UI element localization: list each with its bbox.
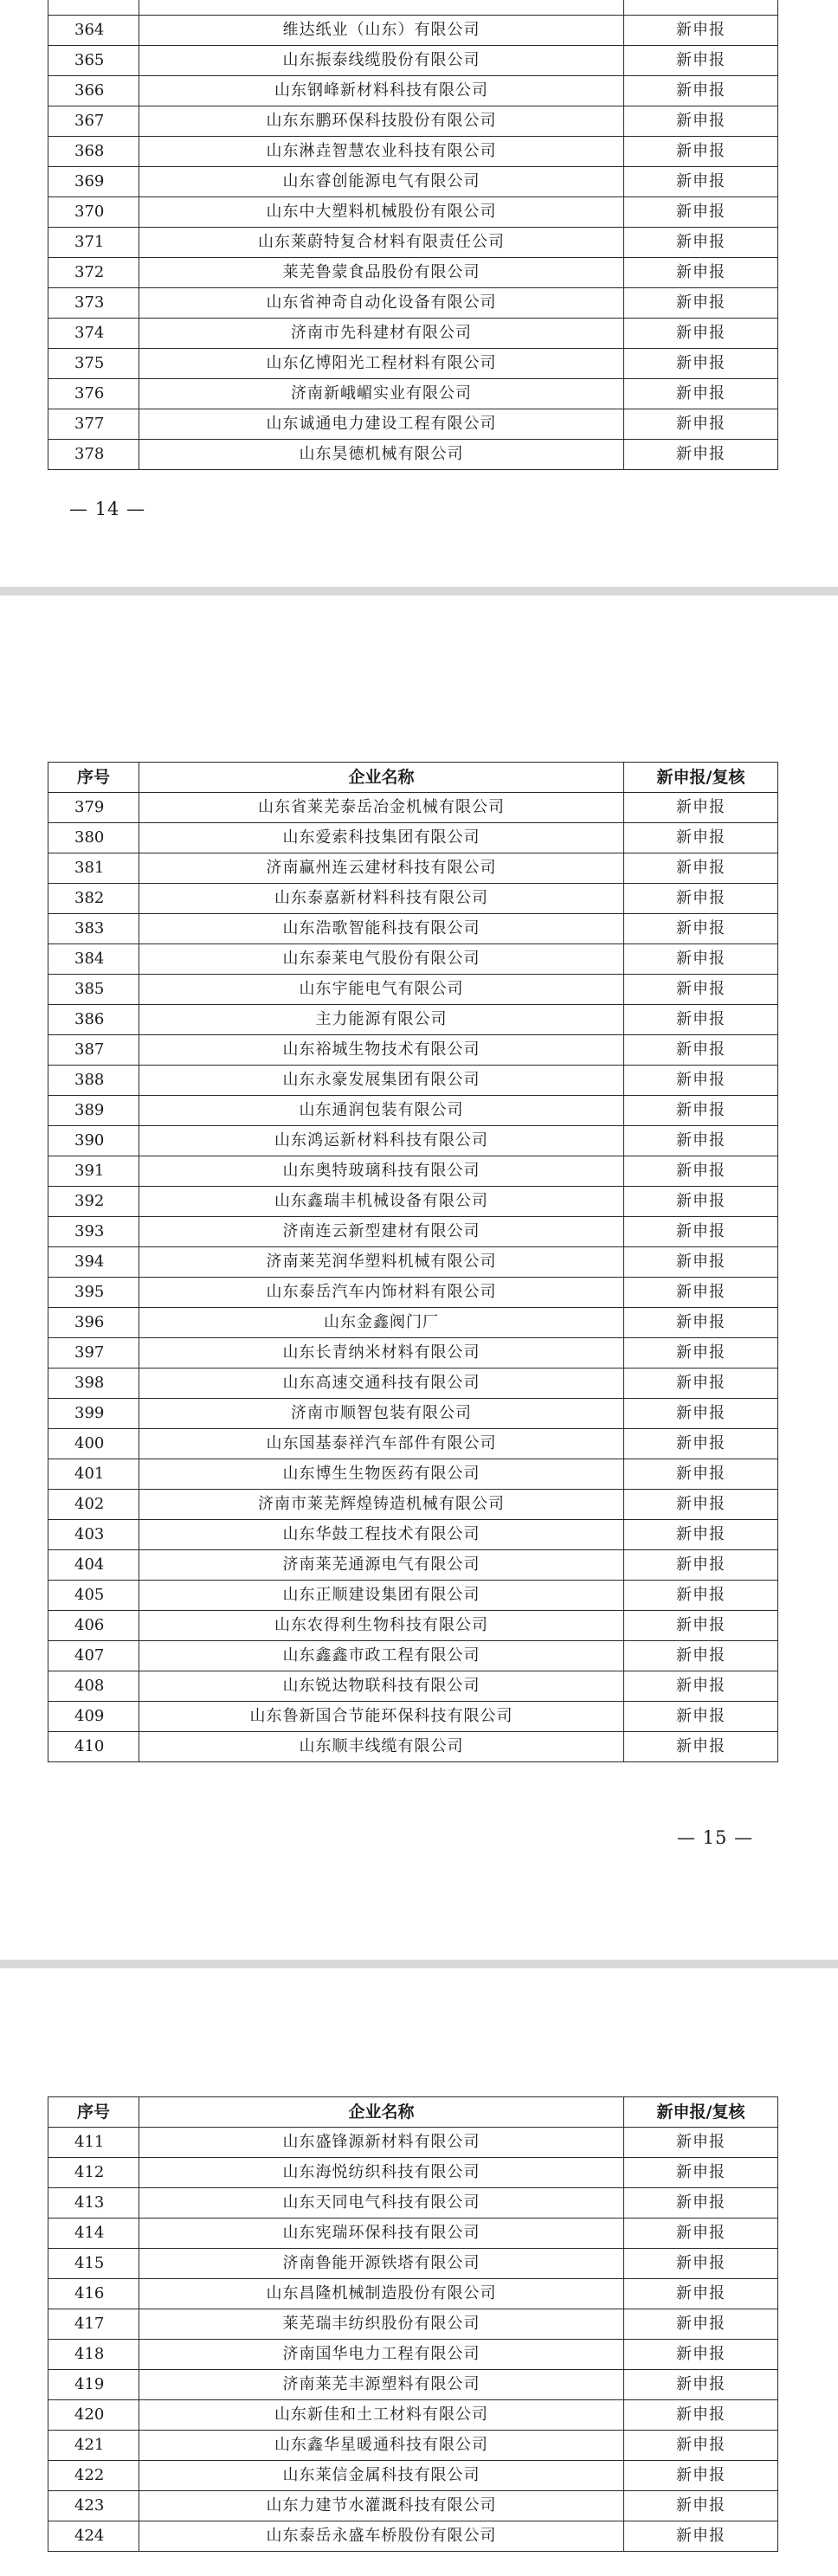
row-number: 384 xyxy=(48,944,139,975)
document-page-14 xyxy=(0,0,838,587)
table-row xyxy=(48,1005,778,1035)
table-row xyxy=(48,2188,778,2219)
table-row-partial xyxy=(48,0,778,16)
company-name: 山东裕城生物技术有限公司 xyxy=(139,1035,624,1066)
row-number: 397 xyxy=(48,1338,139,1368)
enterprise-table-page-15 xyxy=(48,762,778,1762)
row-number: 420 xyxy=(48,2400,139,2431)
row-number: 404 xyxy=(48,1550,139,1581)
status-cell: 新申报 xyxy=(624,944,778,975)
status-cell: 新申报 xyxy=(624,975,778,1005)
document-page-16 xyxy=(0,1968,838,2576)
row-number: 414 xyxy=(48,2219,139,2249)
row-number: 390 xyxy=(48,1126,139,1156)
company-name: 山东东鹏环保科技股份有限公司 xyxy=(139,106,624,137)
status-cell: 新申报 xyxy=(624,1066,778,1096)
company-name: 山东鲁新国合节能环保科技有限公司 xyxy=(139,1702,624,1732)
status-cell: 新申报 xyxy=(624,349,778,379)
row-number: 375 xyxy=(48,349,139,379)
company-name: 济南赢州连云建材科技有限公司 xyxy=(139,853,624,884)
company-name: 山东钢峰新材料科技有限公司 xyxy=(139,76,624,106)
table-row xyxy=(48,288,778,319)
company-name: 济南莱芜通源电气有限公司 xyxy=(139,1550,624,1581)
status-cell: 新申报 xyxy=(624,2309,778,2340)
row-number: 377 xyxy=(48,409,139,440)
row-number: 403 xyxy=(48,1520,139,1550)
table-row xyxy=(48,197,778,228)
page-number: — 15 — xyxy=(677,1827,754,1848)
company-name: 维达纸业（山东）有限公司 xyxy=(139,16,624,46)
row-number: 385 xyxy=(48,975,139,1005)
row-number: 389 xyxy=(48,1096,139,1126)
header-company-name: 企业名称 xyxy=(139,763,624,793)
company-name: 济南市顺智包装有限公司 xyxy=(139,1399,624,1429)
company-name: 山东莱蔚特复合材料有限责任公司 xyxy=(139,228,624,258)
company-name: 山东省莱芜泰岳冶金机械有限公司 xyxy=(139,793,624,823)
company-name: 山东鑫华星暖通科技有限公司 xyxy=(139,2431,624,2461)
table-row xyxy=(48,1399,778,1429)
status-cell: 新申报 xyxy=(624,167,778,197)
row-number: 364 xyxy=(48,16,139,46)
status-cell: 新申报 xyxy=(624,2340,778,2370)
table-row xyxy=(48,793,778,823)
row-number: 423 xyxy=(48,2491,139,2521)
table-row xyxy=(48,1066,778,1096)
page-separator xyxy=(0,1960,838,1968)
row-number: 382 xyxy=(48,884,139,914)
company-name: 山东奥特玻璃科技有限公司 xyxy=(139,1156,624,1187)
company-name: 济南鲁能开源铁塔有限公司 xyxy=(139,2249,624,2279)
table-row xyxy=(48,1611,778,1641)
status-cell: 新申报 xyxy=(624,2370,778,2400)
company-name: 山东昌隆机械制造股份有限公司 xyxy=(139,2279,624,2309)
table-row xyxy=(48,1126,778,1156)
status-cell: 新申报 xyxy=(624,1732,778,1762)
company-name: 济南市先科建材有限公司 xyxy=(139,319,624,349)
row-number: 388 xyxy=(48,1066,139,1096)
status-cell: 新申报 xyxy=(624,1581,778,1611)
row-number: 386 xyxy=(48,1005,139,1035)
table-row xyxy=(48,228,778,258)
company-name: 山东莱信金属科技有限公司 xyxy=(139,2461,624,2491)
row-number: 401 xyxy=(48,1459,139,1490)
status-cell: 新申报 xyxy=(624,1671,778,1702)
status-cell: 新申报 xyxy=(624,1550,778,1581)
table-row xyxy=(48,1641,778,1671)
status-cell: 新申报 xyxy=(624,884,778,914)
status-cell: 新申报 xyxy=(624,793,778,823)
table-row xyxy=(48,440,778,470)
company-name: 山东鸿运新材料科技有限公司 xyxy=(139,1126,624,1156)
table-row xyxy=(48,258,778,288)
company-name: 山东振泰线缆股份有限公司 xyxy=(139,46,624,76)
status-cell: 新申报 xyxy=(624,1368,778,1399)
status-cell: 新申报 xyxy=(624,1429,778,1459)
row-number: 374 xyxy=(48,319,139,349)
header-status: 新申报/复核 xyxy=(624,763,778,793)
status-cell: 新申报 xyxy=(624,2400,778,2431)
company-name: 山东宇能电气有限公司 xyxy=(139,975,624,1005)
status-cell: 新申报 xyxy=(624,1096,778,1126)
company-name: 山东天同电气科技有限公司 xyxy=(139,2188,624,2219)
row-number: 424 xyxy=(48,2521,139,2552)
row-number: 372 xyxy=(48,258,139,288)
table-row xyxy=(48,167,778,197)
status-cell xyxy=(624,0,778,16)
table-row xyxy=(48,2431,778,2461)
row-number: 368 xyxy=(48,137,139,167)
company-name: 山东高速交通科技有限公司 xyxy=(139,1368,624,1399)
company-name: 山东长青纳米材料有限公司 xyxy=(139,1338,624,1368)
table-row xyxy=(48,853,778,884)
row-number: 393 xyxy=(48,1217,139,1247)
company-name: 济南莱芜丰源塑料有限公司 xyxy=(139,2370,624,2400)
company-name: 莱芜瑞丰纺织股份有限公司 xyxy=(139,2309,624,2340)
status-cell: 新申报 xyxy=(624,440,778,470)
status-cell: 新申报 xyxy=(624,1399,778,1429)
row-number: 366 xyxy=(48,76,139,106)
table-header-row xyxy=(48,2097,778,2128)
status-cell: 新申报 xyxy=(624,258,778,288)
row-number: 419 xyxy=(48,2370,139,2400)
table-row xyxy=(48,137,778,167)
status-cell: 新申报 xyxy=(624,409,778,440)
row-number: 371 xyxy=(48,228,139,258)
status-cell: 新申报 xyxy=(624,2128,778,2158)
header-status: 新申报/复核 xyxy=(624,2097,778,2128)
company-name: 山东盛锋源新材料有限公司 xyxy=(139,2128,624,2158)
company-name: 山东锐达物联科技有限公司 xyxy=(139,1671,624,1702)
status-cell: 新申报 xyxy=(624,1247,778,1278)
status-cell: 新申报 xyxy=(624,106,778,137)
table-body xyxy=(48,2128,778,2552)
row-number: 391 xyxy=(48,1156,139,1187)
table-row xyxy=(48,1671,778,1702)
company-name: 山东睿创能源电气有限公司 xyxy=(139,167,624,197)
status-cell: 新申报 xyxy=(624,2249,778,2279)
company-name: 山东通润包装有限公司 xyxy=(139,1096,624,1126)
table-row xyxy=(48,1520,778,1550)
status-cell: 新申报 xyxy=(624,823,778,853)
table-row xyxy=(48,1581,778,1611)
table-row xyxy=(48,2461,778,2491)
row-number: 379 xyxy=(48,793,139,823)
table-row xyxy=(48,1308,778,1338)
company-name: 济南莱芜润华塑料机械有限公司 xyxy=(139,1247,624,1278)
row-number: 383 xyxy=(48,914,139,944)
table-row xyxy=(48,46,778,76)
company-name: 山东浩歌智能科技有限公司 xyxy=(139,914,624,944)
status-cell: 新申报 xyxy=(624,1641,778,1671)
company-name: 山东省神奇自动化设备有限公司 xyxy=(139,288,624,319)
status-cell: 新申报 xyxy=(624,1520,778,1550)
status-cell: 新申报 xyxy=(624,319,778,349)
table-row xyxy=(48,2219,778,2249)
table-row xyxy=(48,2340,778,2370)
enterprise-table-page-16 xyxy=(48,2096,778,2552)
row-number: 378 xyxy=(48,440,139,470)
status-cell: 新申报 xyxy=(624,1035,778,1066)
table-row xyxy=(48,1368,778,1399)
status-cell: 新申报 xyxy=(624,2491,778,2521)
row-number: 370 xyxy=(48,197,139,228)
status-cell: 新申报 xyxy=(624,76,778,106)
table-row xyxy=(48,409,778,440)
table-body xyxy=(48,0,778,470)
status-cell: 新申报 xyxy=(624,1126,778,1156)
row-number: 408 xyxy=(48,1671,139,1702)
table-row xyxy=(48,2158,778,2188)
row-number: 418 xyxy=(48,2340,139,2370)
row-number: 399 xyxy=(48,1399,139,1429)
row-number: 394 xyxy=(48,1247,139,1278)
row-number: 416 xyxy=(48,2279,139,2309)
status-cell: 新申报 xyxy=(624,1490,778,1520)
row-number: 380 xyxy=(48,823,139,853)
company-name: 山东力建节水灌溉科技有限公司 xyxy=(139,2491,624,2521)
company-name: 山东诚通电力建设工程有限公司 xyxy=(139,409,624,440)
status-cell: 新申报 xyxy=(624,2219,778,2249)
row-number: 396 xyxy=(48,1308,139,1338)
status-cell: 新申报 xyxy=(624,1702,778,1732)
status-cell: 新申报 xyxy=(624,137,778,167)
status-cell: 新申报 xyxy=(624,2188,778,2219)
company-name: 山东鑫瑞丰机械设备有限公司 xyxy=(139,1187,624,1217)
status-cell: 新申报 xyxy=(624,2461,778,2491)
row-number: 400 xyxy=(48,1429,139,1459)
status-cell: 新申报 xyxy=(624,46,778,76)
row-number: 365 xyxy=(48,46,139,76)
status-cell: 新申报 xyxy=(624,228,778,258)
row-number: 406 xyxy=(48,1611,139,1641)
table-row xyxy=(48,1035,778,1066)
company-name: 山东泰莱电气股份有限公司 xyxy=(139,944,624,975)
company-name: 济南市莱芜辉煌铸造机械有限公司 xyxy=(139,1490,624,1520)
table-body xyxy=(48,793,778,1762)
company-name: 山东爱索科技集团有限公司 xyxy=(139,823,624,853)
row-number: 409 xyxy=(48,1702,139,1732)
row-number: 398 xyxy=(48,1368,139,1399)
header-serial-no: 序号 xyxy=(48,763,139,793)
table-row xyxy=(48,319,778,349)
status-cell: 新申报 xyxy=(624,914,778,944)
table-row xyxy=(48,2309,778,2340)
company-name: 济南连云新型建材有限公司 xyxy=(139,1217,624,1247)
table-row xyxy=(48,2128,778,2158)
status-cell: 新申报 xyxy=(624,1217,778,1247)
status-cell: 新申报 xyxy=(624,1611,778,1641)
table-row xyxy=(48,1247,778,1278)
company-name: 山东正顺建设集团有限公司 xyxy=(139,1581,624,1611)
status-cell: 新申报 xyxy=(624,2521,778,2552)
table-row xyxy=(48,1732,778,1762)
company-name: 山东永豪发展集团有限公司 xyxy=(139,1066,624,1096)
table-row xyxy=(48,914,778,944)
status-cell: 新申报 xyxy=(624,2431,778,2461)
page-separator xyxy=(0,587,838,596)
table-row xyxy=(48,16,778,46)
table-header-row xyxy=(48,763,778,793)
row-number: 422 xyxy=(48,2461,139,2491)
table-row xyxy=(48,379,778,409)
row-number: 402 xyxy=(48,1490,139,1520)
company-name: 山东金鑫阀门厂 xyxy=(139,1308,624,1338)
table-row xyxy=(48,2370,778,2400)
row-number: 376 xyxy=(48,379,139,409)
page-number: — 14 — xyxy=(69,499,146,519)
table-row xyxy=(48,1490,778,1520)
company-name: 济南国华电力工程有限公司 xyxy=(139,2340,624,2370)
row-number: 381 xyxy=(48,853,139,884)
table-row xyxy=(48,1459,778,1490)
status-cell: 新申报 xyxy=(624,2158,778,2188)
company-name: 山东昊德机械有限公司 xyxy=(139,440,624,470)
status-cell: 新申报 xyxy=(624,16,778,46)
status-cell: 新申报 xyxy=(624,2279,778,2309)
table-row xyxy=(48,2249,778,2279)
status-cell: 新申报 xyxy=(624,1338,778,1368)
company-name: 山东泰岳永盛车桥股份有限公司 xyxy=(139,2521,624,2552)
status-cell: 新申报 xyxy=(624,197,778,228)
header-serial-no: 序号 xyxy=(48,2097,139,2128)
row-number: 369 xyxy=(48,167,139,197)
document-page-15 xyxy=(0,596,838,1974)
company-name: 山东新佳和土工材料有限公司 xyxy=(139,2400,624,2431)
company-name: 山东博生生物医药有限公司 xyxy=(139,1459,624,1490)
status-cell: 新申报 xyxy=(624,1278,778,1308)
table-row xyxy=(48,944,778,975)
company-name: 山东宪瑞环保科技有限公司 xyxy=(139,2219,624,2249)
company-name: 山东国基泰祥汽车部件有限公司 xyxy=(139,1429,624,1459)
row-number xyxy=(48,0,139,16)
company-name: 济南新峨嵋实业有限公司 xyxy=(139,379,624,409)
row-number: 413 xyxy=(48,2188,139,2219)
table-row xyxy=(48,1702,778,1732)
table-row xyxy=(48,106,778,137)
status-cell: 新申报 xyxy=(624,1005,778,1035)
row-number: 417 xyxy=(48,2309,139,2340)
company-name: 山东泰嘉新材料科技有限公司 xyxy=(139,884,624,914)
company-name: 山东泰岳汽车内饰材料有限公司 xyxy=(139,1278,624,1308)
table-row xyxy=(48,2491,778,2521)
company-name: 山东华鼓工程技术有限公司 xyxy=(139,1520,624,1550)
row-number: 412 xyxy=(48,2158,139,2188)
company-name: 莱芜鲁蒙食品股份有限公司 xyxy=(139,258,624,288)
table-row xyxy=(48,2521,778,2552)
row-number: 367 xyxy=(48,106,139,137)
row-number: 392 xyxy=(48,1187,139,1217)
status-cell: 新申报 xyxy=(624,1459,778,1490)
row-number: 405 xyxy=(48,1581,139,1611)
table-row xyxy=(48,884,778,914)
row-number: 387 xyxy=(48,1035,139,1066)
status-cell: 新申报 xyxy=(624,1308,778,1338)
company-name: 山东海悦纺织科技有限公司 xyxy=(139,2158,624,2188)
row-number: 421 xyxy=(48,2431,139,2461)
row-number: 410 xyxy=(48,1732,139,1762)
row-number: 415 xyxy=(48,2249,139,2279)
table-row xyxy=(48,1429,778,1459)
status-cell: 新申报 xyxy=(624,853,778,884)
company-name: 主力能源有限公司 xyxy=(139,1005,624,1035)
status-cell: 新申报 xyxy=(624,1156,778,1187)
table-row xyxy=(48,1187,778,1217)
table-row xyxy=(48,2279,778,2309)
company-name: 山东淋垚智慧农业科技有限公司 xyxy=(139,137,624,167)
row-number: 411 xyxy=(48,2128,139,2158)
company-name: 山东中大塑料机械股份有限公司 xyxy=(139,197,624,228)
table-row xyxy=(48,2400,778,2431)
status-cell: 新申报 xyxy=(624,1187,778,1217)
company-name xyxy=(139,0,624,16)
table-row xyxy=(48,1096,778,1126)
header-company-name: 企业名称 xyxy=(139,2097,624,2128)
company-name: 山东亿博阳光工程材料有限公司 xyxy=(139,349,624,379)
table-row xyxy=(48,1156,778,1187)
status-cell: 新申报 xyxy=(624,379,778,409)
company-name: 山东农得利生物科技有限公司 xyxy=(139,1611,624,1641)
table-row xyxy=(48,1278,778,1308)
row-number: 395 xyxy=(48,1278,139,1308)
enterprise-table-page-14 xyxy=(48,0,778,470)
company-name: 山东鑫鑫市政工程有限公司 xyxy=(139,1641,624,1671)
table-row xyxy=(48,823,778,853)
company-name: 山东顺丰线缆有限公司 xyxy=(139,1732,624,1762)
table-row xyxy=(48,1217,778,1247)
row-number: 407 xyxy=(48,1641,139,1671)
table-row xyxy=(48,349,778,379)
table-row xyxy=(48,1550,778,1581)
table-row xyxy=(48,975,778,1005)
status-cell: 新申报 xyxy=(624,288,778,319)
table-row xyxy=(48,76,778,106)
table-row xyxy=(48,1338,778,1368)
row-number: 373 xyxy=(48,288,139,319)
